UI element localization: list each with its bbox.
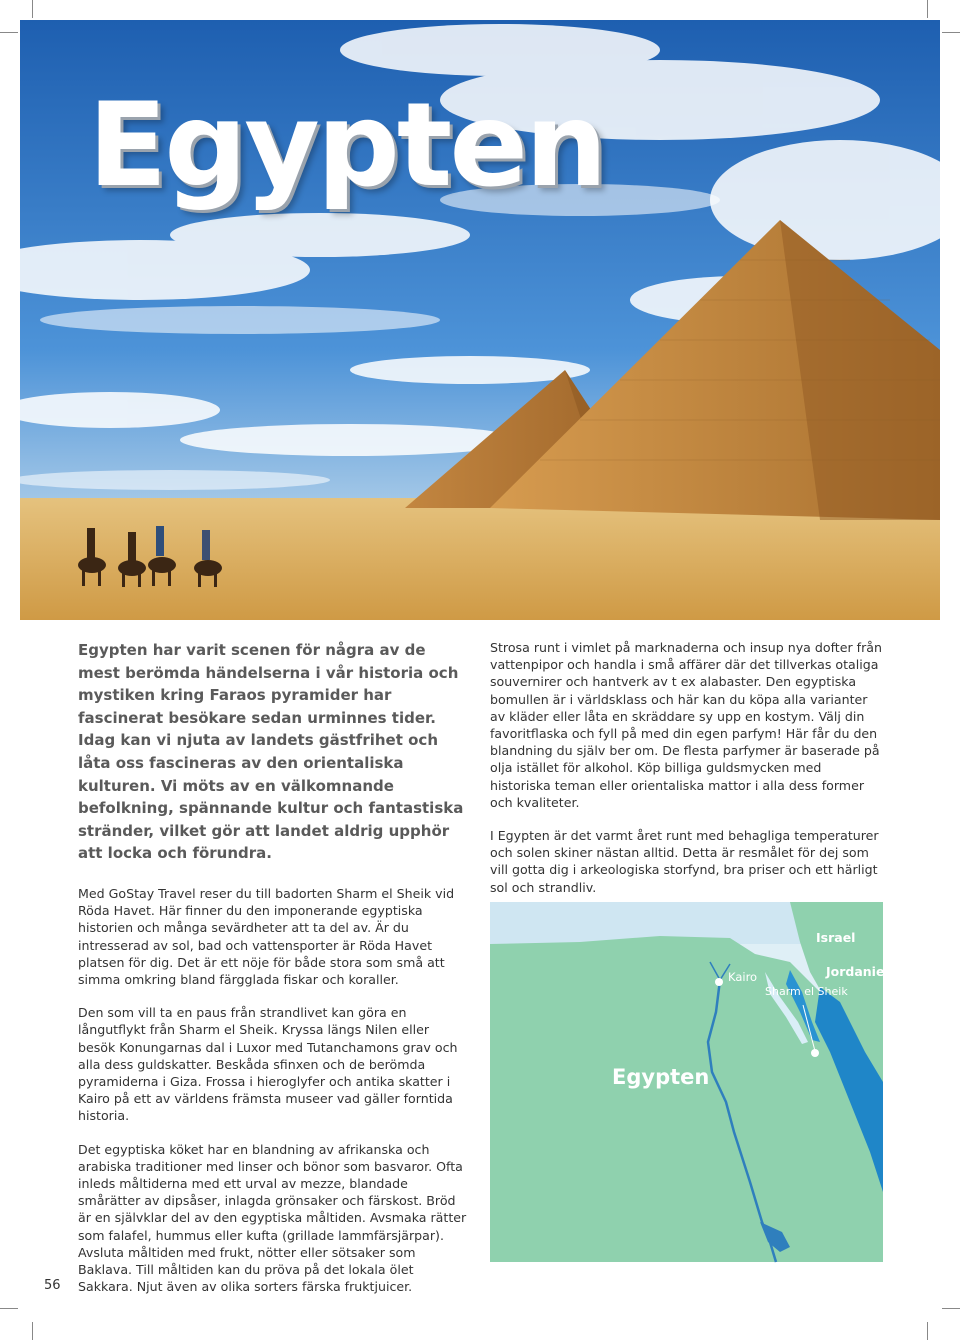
crop-mark	[0, 1308, 18, 1309]
map-label-sharm: Sharm el Sheik	[765, 985, 848, 998]
body-paragraph: I Egypten är det varmt året runt med behagliga temperaturer och solen skiner nästan alltid. Detta är resmålet för dej som vill gotta dig i arkeologiska storfynd, bra priser och ett härligt sol och strandliv.	[490, 828, 879, 895]
map-label-jordanien: Jordanien	[826, 964, 894, 979]
page-number: 56	[44, 1278, 61, 1293]
body-paragraph: Strosa runt i vimlet på marknaderna och insup nya dofter från vattenpipor och handla i små affärer där det tillverkas otaliga souvernirer och hantverk av t ex alabaster. Den egyptiska bomullen är i världsklass och här kan du köpa alla varianter av kläder eller låta en skräddare sy upp en kostym. Välj din favoritflaska och fyll på med din egen parfym! Här får du den blandning du själv ber om. De flesta parfymer är baserade på olja istället för alkohol. Köp billiga guldsmycken med historiska teman eller orientaliska mattor i alla dess former och kvaliteter.	[490, 640, 882, 810]
hero-photo	[20, 20, 940, 620]
map-label-israel: Israel	[816, 930, 856, 945]
crop-mark	[927, 1322, 928, 1340]
crop-mark	[927, 0, 928, 18]
map-label-kairo: Kairo	[728, 970, 758, 984]
crop-mark	[32, 1322, 33, 1340]
crop-mark	[942, 32, 960, 33]
body-paragraph: Det egyptiska köket har en blandning av afrikanska och arabiska traditioner med linser och bönor som basvaror. Ofta inleds måltiderna med ett urval av mezze, blandade smårätter av dipsåser, inlagda grönsaker och färskost. Bröd är en självklar del av den egyptiska måltiden. Avsmaka rätter som falafel, hummus eller kufta (grillade lammfärsjärpar). Avsluta måltiden med frukt, nötter eller sötsaker som Baklava. Till måltiden kan du pröva på det lokala ölet Sakkara. Njut även av olika sorters färska fruktjuicer.	[78, 1141, 467, 1295]
left-column	[78, 639, 470, 1311]
body-paragraph: Den som vill ta en paus från strandlivet kan göra en långutflykt från Sharm el Sheik. Kryssa längs Nilen eller besök Konungarnas dal i Luxor med Tutanchamons grav och alla dess guldskatter. Beskåda sfinxen och de berömda pyramiderna i Giza. Frossa i hieroglyfer och antika skatter i Kairo på ett av världens främsta museer vad gäller forntida historia.	[78, 1005, 458, 1124]
intro-paragraph: Egypten har varit scenen för några av de mest berömda händelserna i vår historia och mystiken kring Faraos pyramider har fascinerat besökare sedan urminnes tider. Idag kan vi njuta av landets gästfrihet och låta oss fascineras av den orientaliska kulturen. Vi möts av en välkomnande befolkning, spännande kultur och fantastiska stränder, vilket gör att landet aldrig upphör att locka och förundra.	[78, 641, 464, 863]
crop-mark	[32, 0, 33, 18]
crop-mark	[0, 32, 18, 33]
egypt-map	[490, 902, 894, 1262]
crop-mark	[942, 1308, 960, 1309]
body-paragraph: Med GoStay Travel reser du till badorten Sharm el Sheik vid Röda Havet. Här finner du den imponerande egyptiska historien och många sevärdheter att ta del av. Är du intresserad av sol, bad och vattensporter är Röda Havet platsen för dig. Det är ett nöje för både stora som små att simma omkring bland färgglada fiskar och koraller.	[78, 885, 455, 987]
right-column	[490, 639, 885, 912]
map-label-egypten: Egypten	[612, 1065, 710, 1089]
page-title: Egypten	[88, 78, 605, 213]
